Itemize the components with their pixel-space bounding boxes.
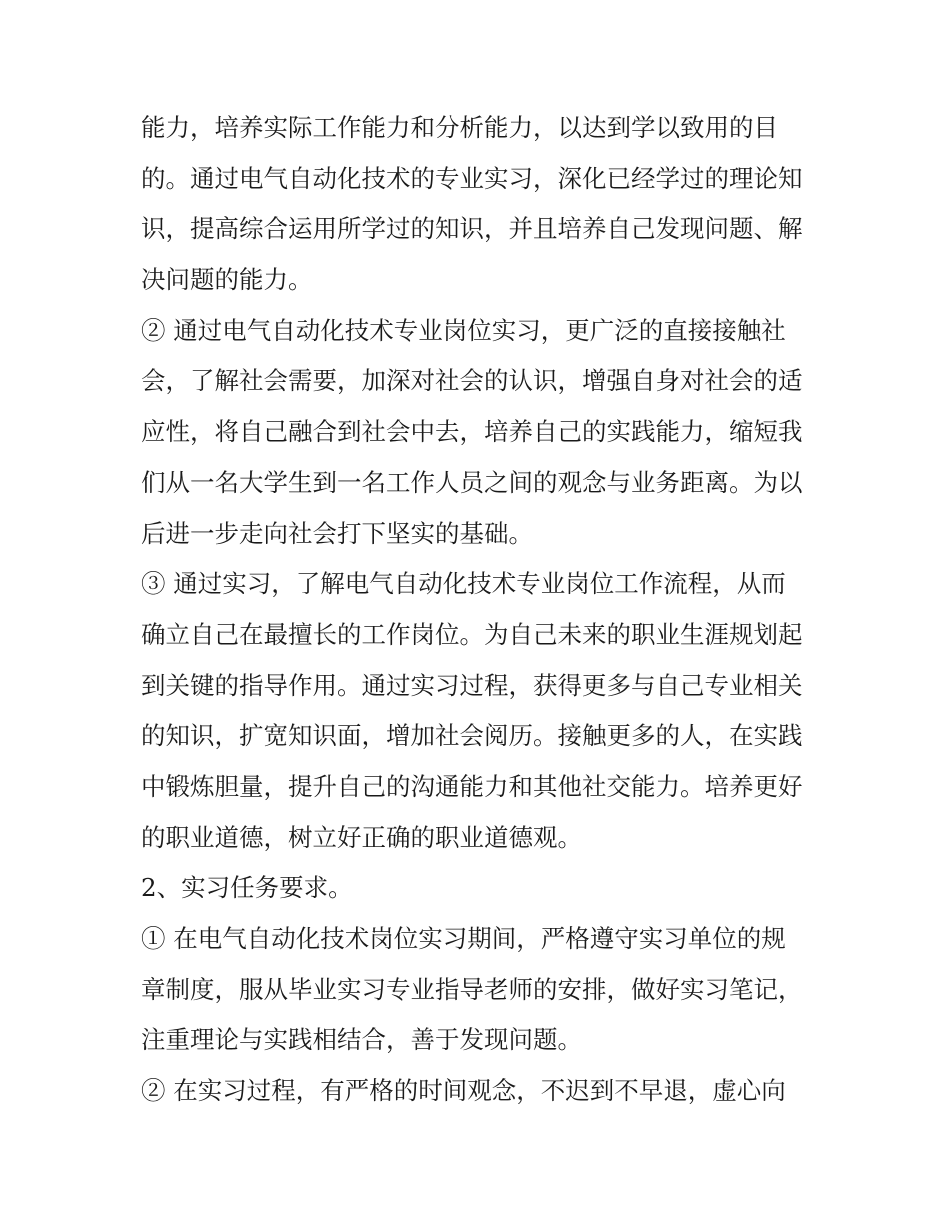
text-line: 应性，将自己融合到社会中去，培养自己的实践能力，缩短我: [141, 417, 803, 447]
text-line: 注重理论与实践相结合，善于发现问题。: [141, 1025, 582, 1055]
text-line: 确立自己在最擅长的工作岗位。为自己未来的职业生涯规划起: [141, 619, 803, 649]
text-line: 们从一名大学生到一名工作人员之间的观念与业务距离。为以: [141, 467, 803, 497]
text-line: 后进一步走向社会打下坚实的基础。: [141, 518, 533, 548]
text-line: 到关键的指导作用。通过实习过程，获得更多与自己专业相关: [141, 670, 803, 700]
text-line: ③ 通过实习，了解电气自动化技术专业岗位工作流程，从而: [141, 569, 786, 599]
text-line: 章制度，服从毕业实习专业指导老师的安排，做好实习笔记，: [141, 974, 803, 1004]
text-line: 中锻炼胆量，提升自己的沟通能力和其他社交能力。培养更好: [141, 771, 803, 801]
text-line: 会，了解社会需要，加深对社会的认识，增强自身对社会的适: [141, 366, 803, 396]
section-heading: 2、实习任务要求。: [141, 873, 353, 903]
text-line: 的。通过电气自动化技术的专业实习，深化已经学过的理论知: [141, 163, 803, 193]
text-line: 的知识，扩宽知识面，增加社会阅历。接触更多的人，在实践: [141, 721, 803, 751]
document-body: [141, 103, 821, 1117]
text-line: 能力，培养实际工作能力和分析能力，以达到学以致用的目: [141, 113, 778, 142]
text-line: 决问题的能力。: [141, 265, 313, 295]
text-line: 识，提高综合运用所学过的知识，并且培养自己发现问题、解: [141, 214, 803, 244]
text-line: ② 通过电气自动化技术专业岗位实习，更广泛的直接接触社: [141, 315, 786, 345]
text-line: ① 在电气自动化技术岗位实习期间，严格遵守实习单位的规: [141, 924, 786, 953]
text-line: ② 在实习过程，有严格的时间观念，不迟到不早退，虚心向: [141, 1076, 786, 1106]
text-line: 的职业道德，树立好正确的职业道德观。: [141, 822, 582, 852]
